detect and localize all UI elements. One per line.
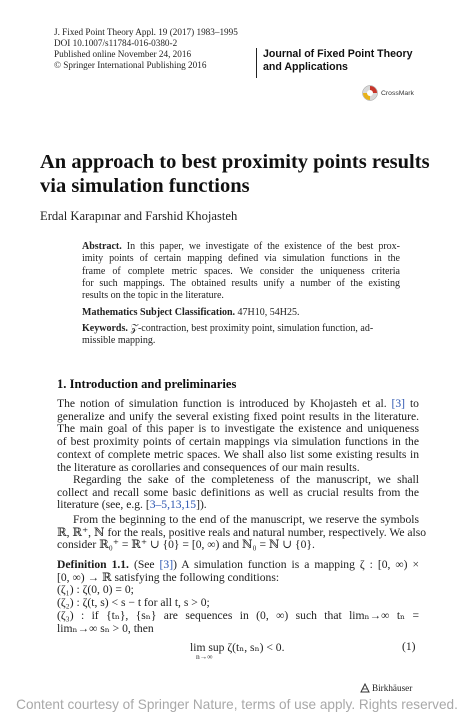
citation-link[interactable]: [3] bbox=[159, 558, 174, 571]
publication-meta bbox=[54, 27, 238, 71]
section-heading: 1. Introduction and preliminaries bbox=[57, 377, 237, 391]
crossmark-icon bbox=[362, 85, 378, 101]
paragraph-recall: Regarding the sake of the completeness of the manuscript, we shall collect and recall some basic definitions as well as crucial results from the literature (see, e.g. [3–5,13,15]). bbox=[57, 473, 419, 512]
publisher-mark: Birkhäuser bbox=[360, 683, 412, 693]
doi-line: DOI 10.1007/s11784-016-0380-2 bbox=[54, 38, 178, 48]
citation-line: J. Fixed Point Theory Appl. 19 (2017) 1983–1995 bbox=[54, 27, 238, 37]
footer-notice: Content courtesy of Springer Nature, terms of use apply. Rights reserved. bbox=[16, 697, 458, 712]
equation-subscript: n→∞ bbox=[196, 652, 213, 661]
equation-number: (1) bbox=[402, 640, 416, 653]
definition-label: Definition 1.1. bbox=[57, 558, 129, 571]
journal-name: Journal of Fixed Point Theory and Applications bbox=[256, 48, 433, 78]
citation-link[interactable]: 3–5,13,15 bbox=[149, 498, 197, 512]
equation-1: lim sup ζ(tₙ, sₙ) < 0. n→∞ bbox=[190, 641, 285, 661]
subject-classification: Mathematics Subject Classification. 47H10, 54H25. bbox=[82, 307, 300, 318]
birkhauser-logo-icon bbox=[360, 683, 370, 693]
keywords: Keywords. 𝒵-contraction, best proximity point, simulation function, ad- missible mapping. bbox=[82, 323, 374, 347]
paper-title: An approach to best proximity points results via simulation functions bbox=[40, 151, 430, 197]
abstract: Abstract. In this paper, we investigate of the existence of the best prox- imity points of certain mapping defined via simulation functions in the frame of complete metric spaces. We consider the uniqueness criteria for such mappings. The obtained results unify a number of the existing results on the topic in the literature. bbox=[82, 241, 400, 302]
paragraph-notation: From the beginning to the end of the manuscript, we reserve the symbols ℝ, ℝ⁺, ℕ for the reals, positive reals and natural number, respectively. We also consider ℝ₀⁺ = ℝ⁺ ∪ {0} = [0, ∞) and ℕ₀ = ℕ ∪ {0}. bbox=[57, 513, 427, 552]
copyright-line: © Springer International Publishing 2016 bbox=[54, 60, 207, 70]
authors: Erdal Karapınar and Farshid Khojasteh bbox=[40, 209, 238, 223]
crossmark-badge[interactable] bbox=[362, 85, 414, 101]
paragraph-intro: The notion of simulation function is introduced by Khojasteh et al. [3] to generalize and unify the several existing fixed point results in the literature. The main goal of this paper is to investigate the existence and uniqueness of best proximity points of certain mappings via simulation functions in the context of complete metric spaces. We shall also list some existing results in the literature as corollaries and consequences of our main results. bbox=[57, 397, 419, 474]
citation-link[interactable]: [3] bbox=[391, 397, 406, 410]
published-line: Published online November 24, 2016 bbox=[54, 49, 192, 59]
crossmark-label: CrossMark bbox=[381, 89, 414, 97]
definition-block: Definition 1.1. (See [3]) A simulation function is a mapping ζ : [0, ∞) × [0, ∞) → ℝ satisfying the following conditions: (ζ₁) : ζ(0, 0) = 0; (ζ₂) : ζ(t, s) < s − t for all t, s > 0; (ζ₃) : if {tₙ}, {sₙ} are sequences in (0, ∞) such that limₙ→∞ tₙ = limₙ→∞ sₙ > 0, then bbox=[57, 558, 420, 635]
abstract-heading: Abstract. bbox=[82, 241, 122, 252]
